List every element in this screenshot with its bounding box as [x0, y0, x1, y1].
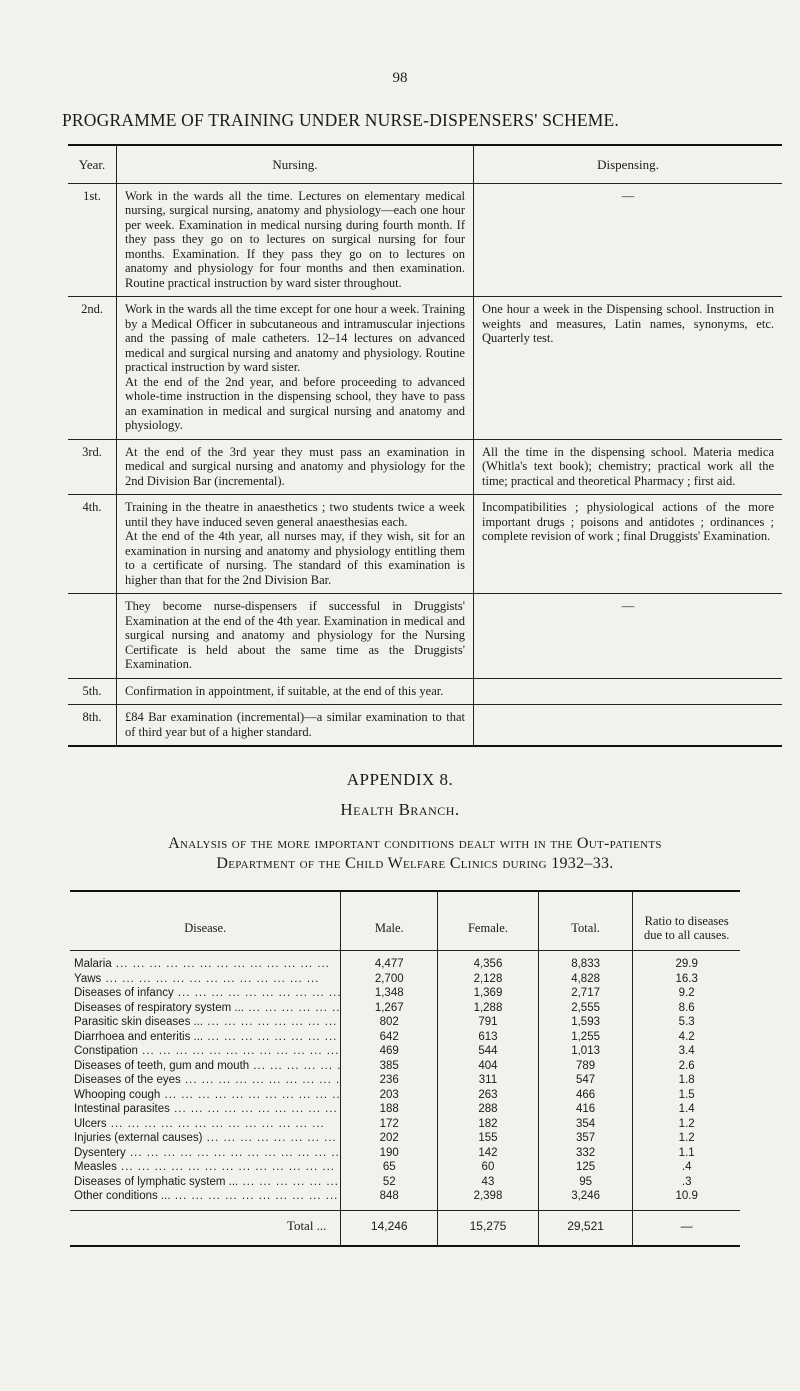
analysis-title	[45, 834, 785, 874]
training-row-1st	[68, 183, 782, 297]
year-cell: 2nd.	[68, 297, 117, 440]
male-count: 2,700	[341, 972, 438, 987]
nursing-cell: At the end of the 3rd year they must pass an examination in medical and surgical nursing and anatomy and physiology for the 2nd Division Bar (incremental).	[117, 439, 474, 495]
table-row	[70, 1030, 740, 1045]
female-count: 2,398	[438, 1189, 539, 1210]
ratio-value: 29.9	[633, 951, 740, 972]
male-count: 642	[341, 1030, 438, 1045]
table-row	[70, 1146, 740, 1161]
training-row-4th-cont	[68, 594, 782, 679]
year-cell: 1st.	[68, 183, 117, 297]
nursing-cell: Confirmation in appointment, if suitable, at the end of this year.	[117, 678, 474, 705]
dispensing-cell: —	[621, 188, 635, 203]
male-count: 190	[341, 1146, 438, 1161]
programme-title: PROGRAMME OF TRAINING UNDER NURSE-DISPENSERS' SCHEME.	[62, 110, 619, 130]
disease-table	[70, 890, 740, 1247]
female-count: 544	[438, 1044, 539, 1059]
year-cell	[68, 594, 117, 679]
training-row-2nd	[68, 297, 782, 440]
dispensing-cell	[474, 705, 783, 747]
training-row-4th	[68, 495, 782, 594]
disease-name: Intestinal parasites ... .	[70, 1102, 341, 1117]
female-count: 43	[438, 1175, 539, 1190]
training-table	[68, 144, 782, 747]
dispensing-cell: All the time in the dispensing school. Materia medica (Whitla's text book); chemistry; practical work all the time; practical and theoretical Pharmacy ; first aid.	[474, 439, 783, 495]
ratio-value: 10.9	[633, 1189, 740, 1210]
male-count: 188	[341, 1102, 438, 1117]
training-header-row	[68, 145, 782, 183]
male-count: 385	[341, 1059, 438, 1074]
disease-name: Diseases of the eyes ... .	[70, 1073, 341, 1088]
total-count: 789	[538, 1059, 633, 1074]
training-row-3rd	[68, 439, 782, 495]
nursing-cell-continued: At the end of the 2nd year, and before proceeding to advanced whole-time instruction in the dispensing school, they have to pass an examination in medical and surgical nursing and anatomy and physiology.	[125, 374, 465, 432]
disease-name: Malaria ... .	[70, 951, 341, 972]
total-count: 95	[538, 1175, 633, 1190]
male-count: 848	[341, 1189, 438, 1210]
table-row	[70, 1189, 740, 1210]
header-nursing: Nursing.	[117, 145, 474, 183]
header-dispensing: Dispensing.	[474, 145, 783, 183]
female-count: 2,128	[438, 972, 539, 987]
dispensing-cell: —	[621, 599, 635, 613]
year-cell: 3rd.	[68, 439, 117, 495]
dispensing-cell: One hour a week in the Dispensing school. Instruction in weights and measures, Latin names, synonyms, etc. Quarterly test.	[474, 297, 783, 440]
total-count: 2,717	[538, 986, 633, 1001]
female-count: 1,288	[438, 1001, 539, 1016]
ratio-value: 4.2	[633, 1030, 740, 1045]
table-row	[70, 1175, 740, 1190]
ratio-value: 5.3	[633, 1015, 740, 1030]
table-row	[70, 1131, 740, 1146]
disease-name: Diarrhoea and enteritis ... ... .	[70, 1030, 341, 1045]
header-ratio: Ratio to diseases due to all causes.	[633, 891, 740, 951]
branch-heading: Health Branch.	[340, 800, 460, 819]
table-row	[70, 1073, 740, 1088]
header-disease: Disease.	[70, 891, 341, 951]
nursing-cell-continued: At the end of the 4th year, all nurses may, if they wish, sit for an examination in nursing and anatomy and physiology entitling them to a certificate of nursing. The standard of this examination is higher than that for the 2nd Division Bar.	[125, 529, 465, 587]
female-count: 613	[438, 1030, 539, 1045]
male-count: 172	[341, 1117, 438, 1132]
ratio-value: 1.8	[633, 1073, 740, 1088]
ratio-value: 1.4	[633, 1102, 740, 1117]
table-row	[70, 1059, 740, 1074]
total-count: 1,255	[538, 1030, 633, 1045]
female-count: 404	[438, 1059, 539, 1074]
female-count: 311	[438, 1073, 539, 1088]
nursing-cell: Work in the wards all the time except for one hour a week. Training by a Medical Officer in subcutaneous and intramuscular injections and the passing of male catheters. 12–14 lectures on advanced medical and surgical nursing and anatomy and physiology. Routine practical instruction by ward sister.	[125, 302, 465, 374]
ratio-value: 2.6	[633, 1059, 740, 1074]
table-row	[70, 1117, 740, 1132]
header-year: Year.	[68, 145, 117, 183]
disease-name: Ulcers ... .	[70, 1117, 341, 1132]
female-count: 4,356	[438, 951, 539, 972]
total-count: 125	[538, 1160, 633, 1175]
male-count: 1,267	[341, 1001, 438, 1016]
male-count: 802	[341, 1015, 438, 1030]
male-count: 65	[341, 1160, 438, 1175]
ratio-value: 16.3	[633, 972, 740, 987]
male-count: 202	[341, 1131, 438, 1146]
female-count: 791	[438, 1015, 539, 1030]
disease-name: Diseases of lymphatic system ... ... .	[70, 1175, 341, 1190]
total-count: 2,555	[538, 1001, 633, 1016]
dispensing-cell	[474, 678, 783, 705]
total-count: 3,246	[538, 1189, 633, 1210]
training-row-8th	[68, 705, 782, 747]
total-row	[70, 1210, 740, 1246]
ratio-value: 9.2	[633, 986, 740, 1001]
disease-name: Whooping cough ... .	[70, 1088, 341, 1103]
total-total: 29,521	[538, 1210, 633, 1246]
table-row	[70, 1015, 740, 1030]
page-number: 98	[392, 70, 408, 86]
total-female: 15,275	[438, 1210, 539, 1246]
ratio-value: 1.5	[633, 1088, 740, 1103]
ratio-value: 8.6	[633, 1001, 740, 1016]
total-count: 416	[538, 1102, 633, 1117]
female-count: 182	[438, 1117, 539, 1132]
total-label: Total ...	[70, 1210, 341, 1246]
ratio-value: 1.2	[633, 1131, 740, 1146]
year-cell: 4th.	[68, 495, 117, 594]
table-row	[70, 1044, 740, 1059]
female-count: 60	[438, 1160, 539, 1175]
male-count: 52	[341, 1175, 438, 1190]
disease-name: Dysentery ... .	[70, 1146, 341, 1161]
disease-name: Yaws ... .	[70, 972, 341, 987]
male-count: 236	[341, 1073, 438, 1088]
total-count: 357	[538, 1131, 633, 1146]
dispensing-cell: Incompatibilities ; physiological actions of the more important drugs ; poisons and antidotes ; ordinances ; complete revision of work ; final Druggists' Examination.	[474, 495, 783, 594]
disease-name: Parasitic skin diseases ... ... .	[70, 1015, 341, 1030]
total-count: 466	[538, 1088, 633, 1103]
disease-table-body	[70, 951, 740, 1211]
total-count: 547	[538, 1073, 633, 1088]
total-count: 332	[538, 1146, 633, 1161]
male-count: 4,477	[341, 951, 438, 972]
table-row	[70, 1001, 740, 1016]
total-ratio: —	[633, 1210, 740, 1246]
ratio-value: 3.4	[633, 1044, 740, 1059]
disease-name: Injuries (external causes) ... .	[70, 1131, 341, 1146]
table-row	[70, 1102, 740, 1117]
analysis-title-line-1: Analysis of the more important conditions dealt with in the Out-patients	[168, 835, 662, 852]
ratio-value: 1.1	[633, 1146, 740, 1161]
female-count: 155	[438, 1131, 539, 1146]
total-count: 1,013	[538, 1044, 633, 1059]
nursing-cell: £84 Bar examination (incremental)—a similar examination to that of third year but of a higher standard.	[117, 705, 474, 747]
disease-header-row	[70, 891, 740, 951]
training-row-5th	[68, 678, 782, 705]
ratio-value: .3	[633, 1175, 740, 1190]
header-female: Female.	[438, 891, 539, 951]
analysis-title-line-2: Department of the Child Welfare Clinics during 1932–33.	[216, 855, 614, 872]
disease-name: Diseases of teeth, gum and mouth ... .	[70, 1059, 341, 1074]
total-count: 8,833	[538, 951, 633, 972]
total-male: 14,246	[341, 1210, 438, 1246]
total-count: 354	[538, 1117, 633, 1132]
header-total: Total.	[538, 891, 633, 951]
male-count: 203	[341, 1088, 438, 1103]
female-count: 142	[438, 1146, 539, 1161]
table-row	[70, 951, 740, 972]
disease-name: Diseases of respiratory system ... ... .	[70, 1001, 341, 1016]
disease-name: Measles ... .	[70, 1160, 341, 1175]
table-row	[70, 986, 740, 1001]
year-cell: 5th.	[68, 678, 117, 705]
table-row	[70, 1088, 740, 1103]
male-count: 469	[341, 1044, 438, 1059]
ratio-value: .4	[633, 1160, 740, 1175]
ratio-value: 1.2	[633, 1117, 740, 1132]
appendix-heading: APPENDIX 8.	[346, 770, 454, 789]
total-count: 1,593	[538, 1015, 633, 1030]
female-count: 288	[438, 1102, 539, 1117]
year-cell: 8th.	[68, 705, 117, 747]
nursing-cell: Training in the theatre in anaesthetics ; two students twice a week until they have induced seven general anaesthesias each.	[125, 500, 465, 529]
nursing-cell: Work in the wards all the time. Lectures on elementary medical nursing, surgical nursing, anatomy and physiology—each one hour per week. Examination in medical nursing during fourth month. If they pass they go on to lectures on surgical nursing for four months. Examination. If they pass they go on to lectures on anatomy and physiology for four months and then examination. Routine practical instruction by ward sister throughout.	[117, 183, 474, 297]
table-row	[70, 972, 740, 987]
total-count: 4,828	[538, 972, 633, 987]
female-count: 1,369	[438, 986, 539, 1001]
header-male: Male.	[341, 891, 438, 951]
table-row	[70, 1160, 740, 1175]
male-count: 1,348	[341, 986, 438, 1001]
disease-name: Diseases of infancy ... .	[70, 986, 341, 1001]
nursing-cell: They become nurse-dispensers if successful in Druggists' Examination at the end of the 4th year. Examination in medical and surgical nursing and anatomy and physiology for the Nursing Certificate is held about the same time as the Druggists' Examination.	[117, 594, 474, 679]
disease-name: Constipation ... .	[70, 1044, 341, 1059]
disease-name: Other conditions ... ... .	[70, 1189, 341, 1210]
female-count: 263	[438, 1088, 539, 1103]
